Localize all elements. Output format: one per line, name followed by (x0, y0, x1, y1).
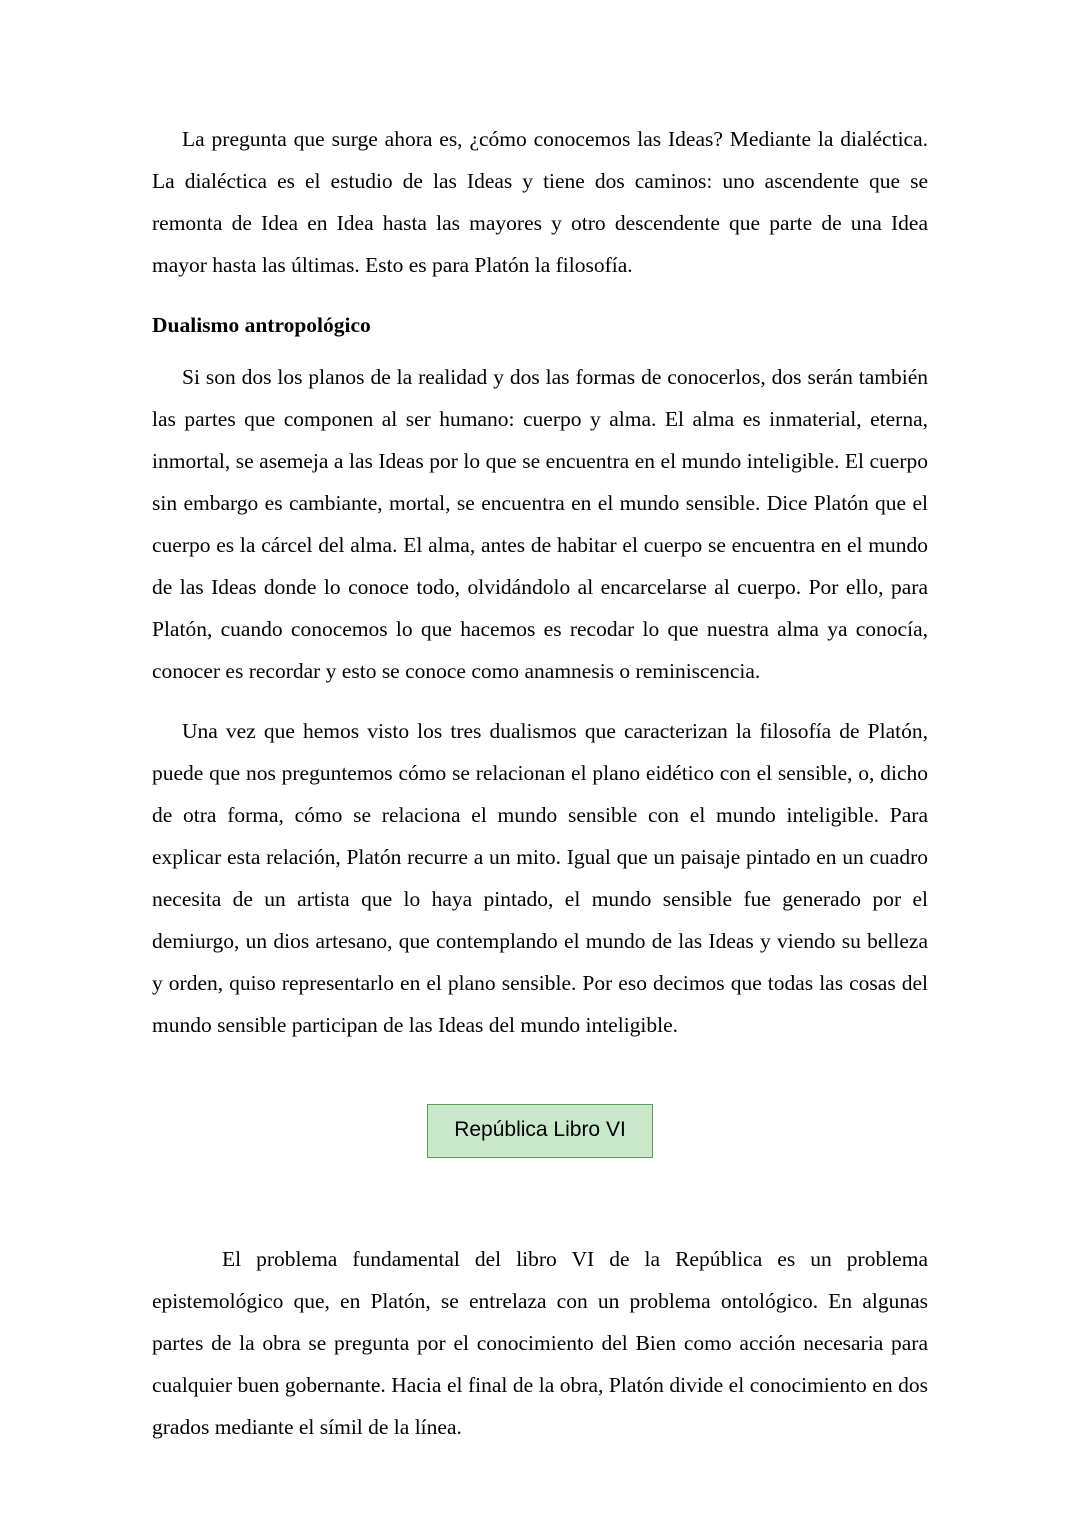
spacer (152, 1216, 928, 1238)
paragraph-cuerpo-y-alma: Si son dos los planos de la realidad y dos las formas de conocerlos, dos serán también las partes que componen al ser humano: cuerpo y alma. El alma es inmaterial, eterna, inmortal, se asemeja a las Ideas por lo que se encuentra en el mundo inteligible. El cuerpo sin embargo es cambiante, mortal, se encuentra en el mundo sensible. Dice Platón que el cuerpo es la cárcel del alma. El alma, antes de habitar el cuerpo se encuentra en el mundo de las Ideas donde lo conoce todo, olvidándolo al encarcelarse al cuerpo. Por ello, para Platón, cuando conocemos lo que hacemos es recodar lo que nuestra alma ya conocía, conocer es recordar y esto se conoce como anamnesis o reminiscencia. (152, 365, 928, 683)
paragraph-dialectica: La pregunta que surge ahora es, ¿cómo conocemos las Ideas? Mediante la dialéctica. La dialéctica es el estudio de las Ideas y tiene dos caminos: uno ascendente que se remonta de Idea en Idea hasta las mayores y otro descendente que parte de una Idea mayor hasta las últimas. Esto es para Platón la filosofía. (152, 127, 928, 277)
callout-republica-libro-vi: República Libro VI (427, 1104, 653, 1158)
paragraph-demiurgo: Una vez que hemos visto los tres dualismos que caracterizan la filosofía de Platón, puede que nos preguntemos cómo se relacionan el plano eidético con el sensible, o, dicho de otra forma, cómo se relaciona el mundo sensible con el mundo inteligible. Para explicar esta relación, Platón recurre a un mito. Igual que un paisaje pintado en un cuadro necesita de un artista que lo haya pintado, el mundo sensible fue generado por el demiurgo, un dios artesano, que contemplando el mundo de las Ideas y viendo su belleza y orden, quiso representarlo en el plano sensible. Por eso decimos que todas las cosas del mundo sensible participan de las Ideas del mundo inteligible. (152, 719, 928, 1037)
section-heading-dualismo-antropologico: Dualismo antropológico (152, 313, 371, 337)
paragraph-problema-epistemologico: El problema fundamental del libro VI de la República es un problema epistemológico que, en Platón, se entrelaza con un problema ontológico. En algunas partes de la obra se pregunta por el conocimiento del Bien como acción necesaria para cualquier buen gobernante. Hacia el final de la obra, Platón divide el conocimiento en dos grados mediante el símil de la línea. (152, 1247, 928, 1439)
callout-container (152, 1104, 928, 1158)
